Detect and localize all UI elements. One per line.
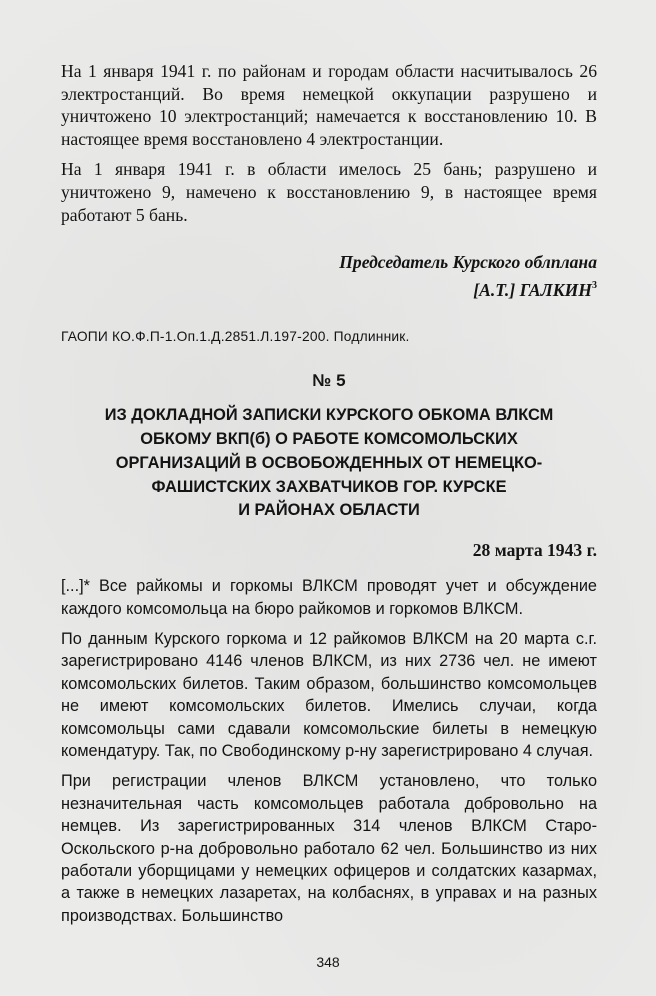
report-body (61, 575, 597, 927)
heading-line: ОРГАНИЗАЦИЙ В ОСВОБОЖДЕННЫХ ОТ НЕМЕЦКО- (115, 453, 543, 472)
document-number: № 5 (312, 371, 346, 391)
paragraph-power-stations: На 1 января 1941 г. по районам и городам области насчитывалось 26 электростанций. Во время немецкой оккупации разрушено и уничтожено 10 электростанций; намечается к восстановлению 10. В настоящее время восстановлено 4 электростанции. (61, 61, 597, 149)
heading-line: ФАШИСТСКИХ ЗАХВАТЧИКОВ ГОР. КУРСКЕ (151, 477, 507, 496)
paragraph-voluntary-work: При регистрации членов ВЛКСМ установлено, что только незначительная часть комсомольцев работала добровольно на немцев. Из зарегистрированных 314 членов ВЛКСМ Старо-Оскольского р-на добровольно работало 62 чел. Большинство из них работали уборщицами у немецких офицеров и солдатских казармах, а также в немецких лазаретах, на колбаснях, в управах и на разных производствах. Большинство (61, 772, 597, 925)
text-column (61, 60, 597, 927)
archive-source: ГАОПИ КО.Ф.П-1.Оп.1.Д.2851.Л.197-200. Подлинник. (61, 329, 410, 345)
paragraph-registration: [...]* Все райкомы и горкомы ВЛКСМ проводят учет и обсуждение каждого комсомольца на бюро райкомов и горкомов ВЛКСМ. (61, 577, 597, 618)
heading-line: ОБКОМУ ВКП(б) О РАБОТЕ КОМСОМОЛЬСКИХ (140, 429, 518, 448)
heading-line: ИЗ ДОКЛАДНОЙ ЗАПИСКИ КУРСКОГО ОБКОМА ВЛКСМ (104, 406, 554, 425)
document-date: 28 марта 1943 г. (472, 540, 597, 561)
signature-name: [А.Т.] ГАЛКИН (473, 280, 592, 301)
signature-block (61, 250, 597, 302)
document-heading (61, 404, 597, 523)
page-number: 348 (316, 954, 340, 970)
heading-line: И РАЙОНАХ ОБЛАСТИ (238, 501, 420, 520)
paragraph-bathhouses: На 1 января 1941 г. в области имелось 25 бань; разрушено и уничтожено 9, намечено к восстановлению 9, в настоящее время работают 5 бань. (61, 159, 597, 225)
signature-footnote-mark: 3 (592, 280, 597, 292)
signature-title: Председатель Курского облплана (339, 252, 597, 273)
signature-name-line (61, 274, 597, 302)
paragraph-kursk-data: По данным Курского горкома и 12 райкомов ВЛКСМ на 20 марта с.г. зарегистрировано 4146 членов ВЛКСМ, из них 2736 чел. не имеют комсомольских билетов. Таким образом, большинство комсомольцев не имеют комсомольских билетов. Имелись случаи, когда комсомольцы сами сдавали комсомольские билеты в немецкую комендатуру. Так, по Свободинскому р-ну зарегистрировано 4 случая. (61, 629, 597, 760)
